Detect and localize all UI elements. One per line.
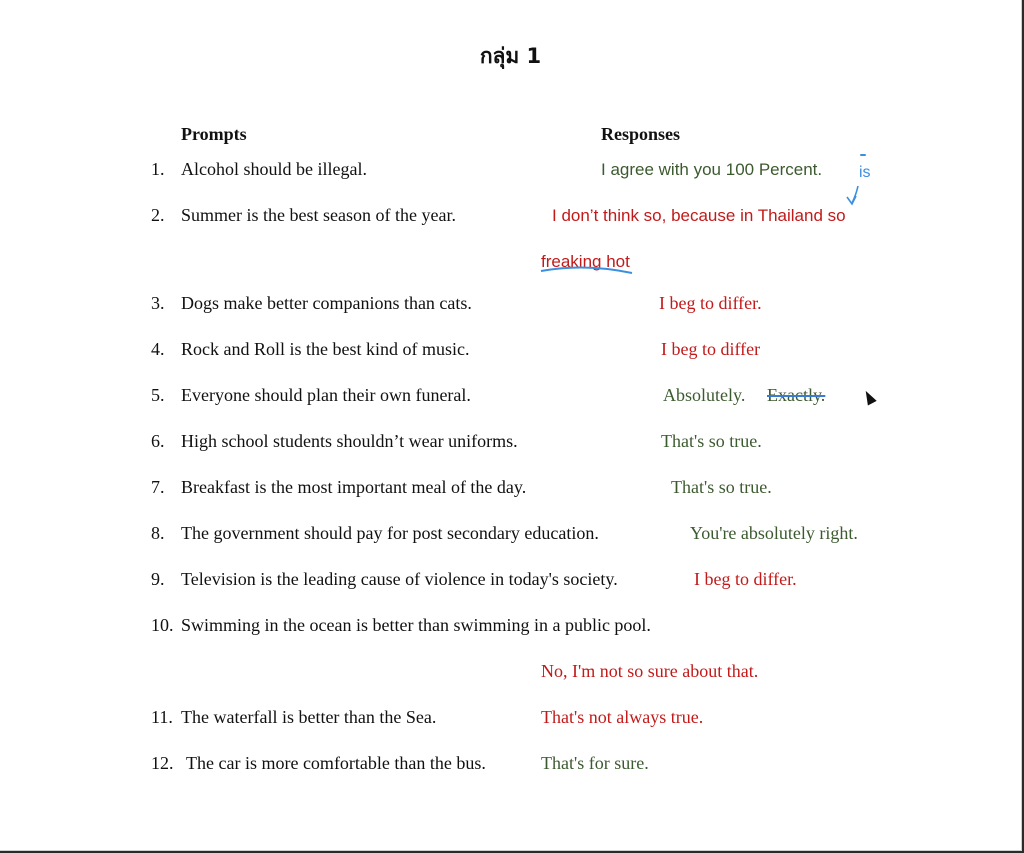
item-number: 4. [151, 339, 165, 359]
prompt-text: The car is more comfortable than the bus. [186, 753, 486, 773]
prompt-text: Dogs make better companions than cats. [181, 293, 472, 313]
prompt-text: The government should pay for post secondary education. [181, 523, 599, 543]
responses-header: Responses [601, 124, 681, 144]
item-number: 7. [151, 477, 165, 497]
response-text: I don’t think so, because in Thailand so [552, 206, 846, 225]
response-continuation: freaking hot [541, 252, 630, 271]
response-text: I beg to differ. [694, 569, 797, 589]
prompt-text: The waterfall is better than the Sea. [181, 707, 437, 727]
item-number: 9. [151, 569, 165, 589]
prompt-text: Rock and Roll is the best kind of music. [181, 339, 470, 359]
response-text: Absolutely. [663, 385, 746, 405]
prompt-text: Television is the leading cause of violence in today's society. [181, 569, 618, 589]
response-text: No, I'm not so sure about that. [541, 661, 759, 681]
ink-arrowhead [847, 196, 856, 204]
prompt-text: Swimming in the ocean is better than swimming in a public pool. [181, 615, 651, 635]
item-number: 2. [151, 205, 165, 225]
response-text: I beg to differ. [659, 293, 762, 313]
handwritten-annotation: is [859, 164, 871, 181]
prompt-text: Breakfast is the most important meal of the day. [181, 477, 527, 497]
prompt-text: Everyone should plan their own funeral. [181, 385, 471, 405]
response-text: That's not always true. [541, 707, 704, 727]
response-text: That's so true. [671, 477, 772, 497]
response-text: That's for sure. [541, 753, 649, 773]
item-number: 6. [151, 431, 165, 451]
mouse-cursor-icon [861, 388, 876, 405]
ink-arrow [852, 186, 858, 203]
response-text: I beg to differ [661, 339, 761, 359]
item-number: 12. [151, 753, 174, 773]
struck-response-text: Exactly. [767, 385, 826, 405]
prompts-header: Prompts [181, 124, 247, 144]
item-number: 3. [151, 293, 165, 313]
item-number: 8. [151, 523, 165, 543]
response-text: You're absolutely right. [690, 523, 858, 543]
item-number: 5. [151, 385, 165, 405]
page-title: กลุ่ม 1 [479, 44, 542, 68]
item-number: 11. [151, 707, 173, 727]
prompt-text: Alcohol should be illegal. [181, 159, 367, 179]
prompt-text: High school students shouldn’t wear uniforms. [181, 431, 518, 451]
response-text: I agree with you 100 Percent. [601, 160, 823, 179]
item-number: 10. [151, 615, 174, 635]
item-number: 1. [151, 159, 165, 179]
prompt-text: Summer is the best season of the year. [181, 205, 456, 225]
response-text: That's so true. [661, 431, 762, 451]
